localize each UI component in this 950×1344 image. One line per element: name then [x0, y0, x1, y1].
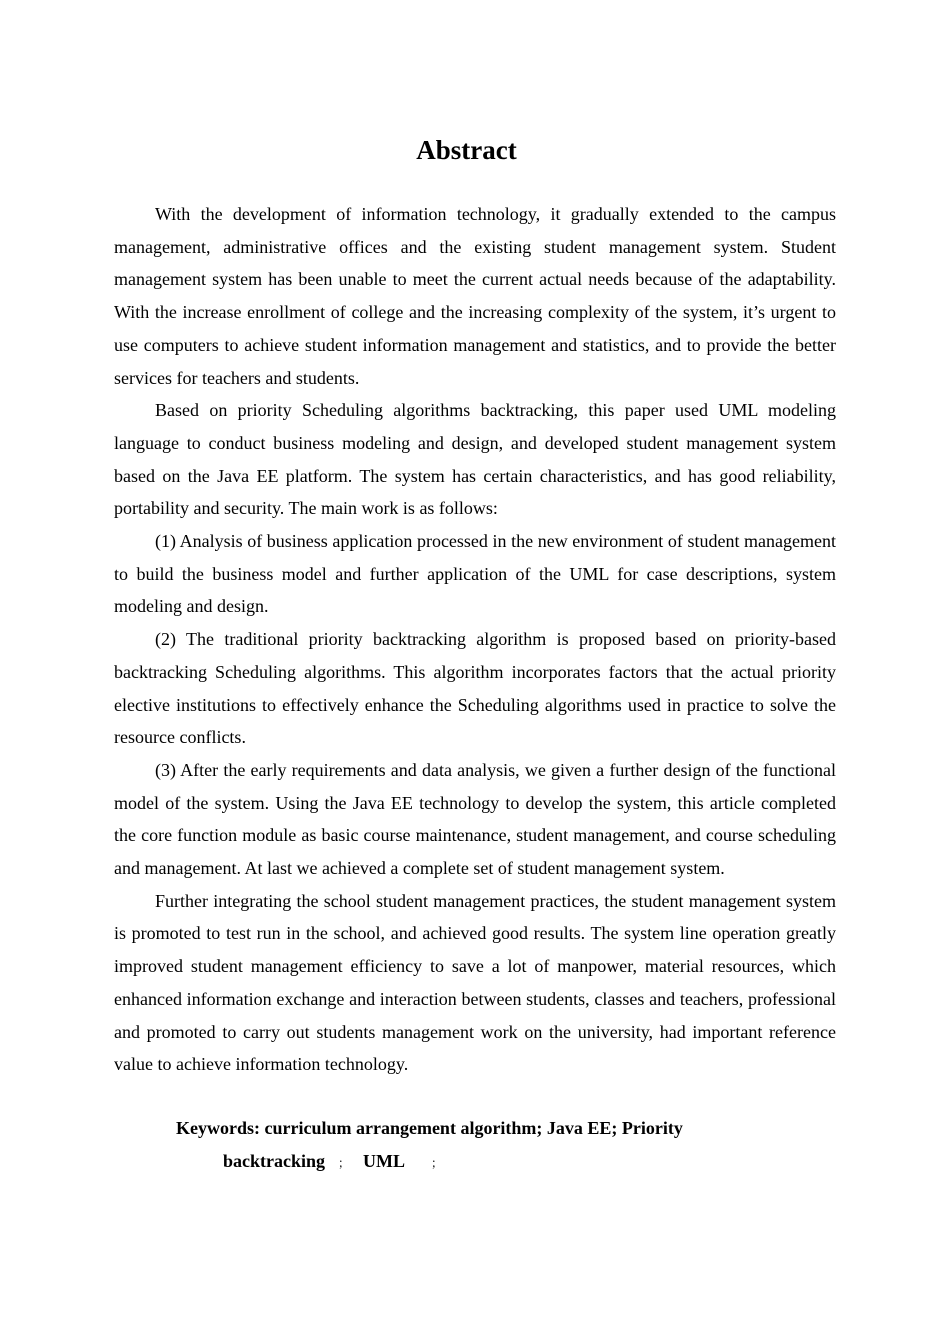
abstract-paragraph-1: With the development of information technology, it gradually extended to the campus management, administrative offices and the existing student management system. Student management system has been unable to meet the current actual needs because of the adaptability. With the increase enrollment of college and the increasing complexity of the system, it’s urgent to use computers to achieve student information management and statistics, and to provide the better services for teachers and students. [114, 204, 836, 388]
keyword-uml: UML [363, 1151, 406, 1171]
keywords-line-1: Keywords: curriculum arrangement algorithm; Java EE; Priority [176, 1118, 683, 1138]
keywords-line-2 [223, 1145, 456, 1180]
abstract-paragraph-3: (1) Analysis of business application processed in the new environment of student management to build the business model and further application of the UML for case descriptions, system modeling and design. [114, 531, 836, 617]
keyword-backtracking: backtracking [223, 1151, 326, 1171]
abstract-paragraph-5: (3) After the early requirements and data analysis, we given a further design of the functional model of the system. Using the Java EE technology to develop the system, this article completed the core function module as basic course maintenance, student management, and course scheduling and management. At last we achieved a complete set of student management system. [114, 759, 836, 879]
keyword-separator: ； [338, 1156, 351, 1170]
abstract-title: Abstract [416, 135, 517, 165]
abstract-paragraph-2: Based on priority Scheduling algorithms backtracking, this paper used UML modeling language to conduct business modeling and design, and developed student management system based on the Java EE platform. The system has certain characteristics, and has good reliability, portability and security. The main work is as follows: [114, 400, 836, 519]
keyword-separator-trailing: ； [431, 1156, 444, 1170]
abstract-paragraph-4: (2) The traditional priority backtracking algorithm is proposed based on priority-based backtracking Scheduling algorithms. This algorithm incorporates factors that the actual priority elective institutions to effectively enhance the Scheduling algorithms used in practice to solve the resource conflicts. [114, 629, 836, 748]
abstract-body [114, 198, 836, 1081]
abstract-paragraph-6: Further integrating the school student management practices, the student management system is promoted to test run in the school, and achieved good results. The system line operation greatly improved student management efficiency to save a lot of manpower, material resources, which enhanced information exchange and interaction between students, classes and teachers, professional and promoted to carry out students management work on the university, had important reference value to achieve information technology. [114, 890, 836, 1075]
